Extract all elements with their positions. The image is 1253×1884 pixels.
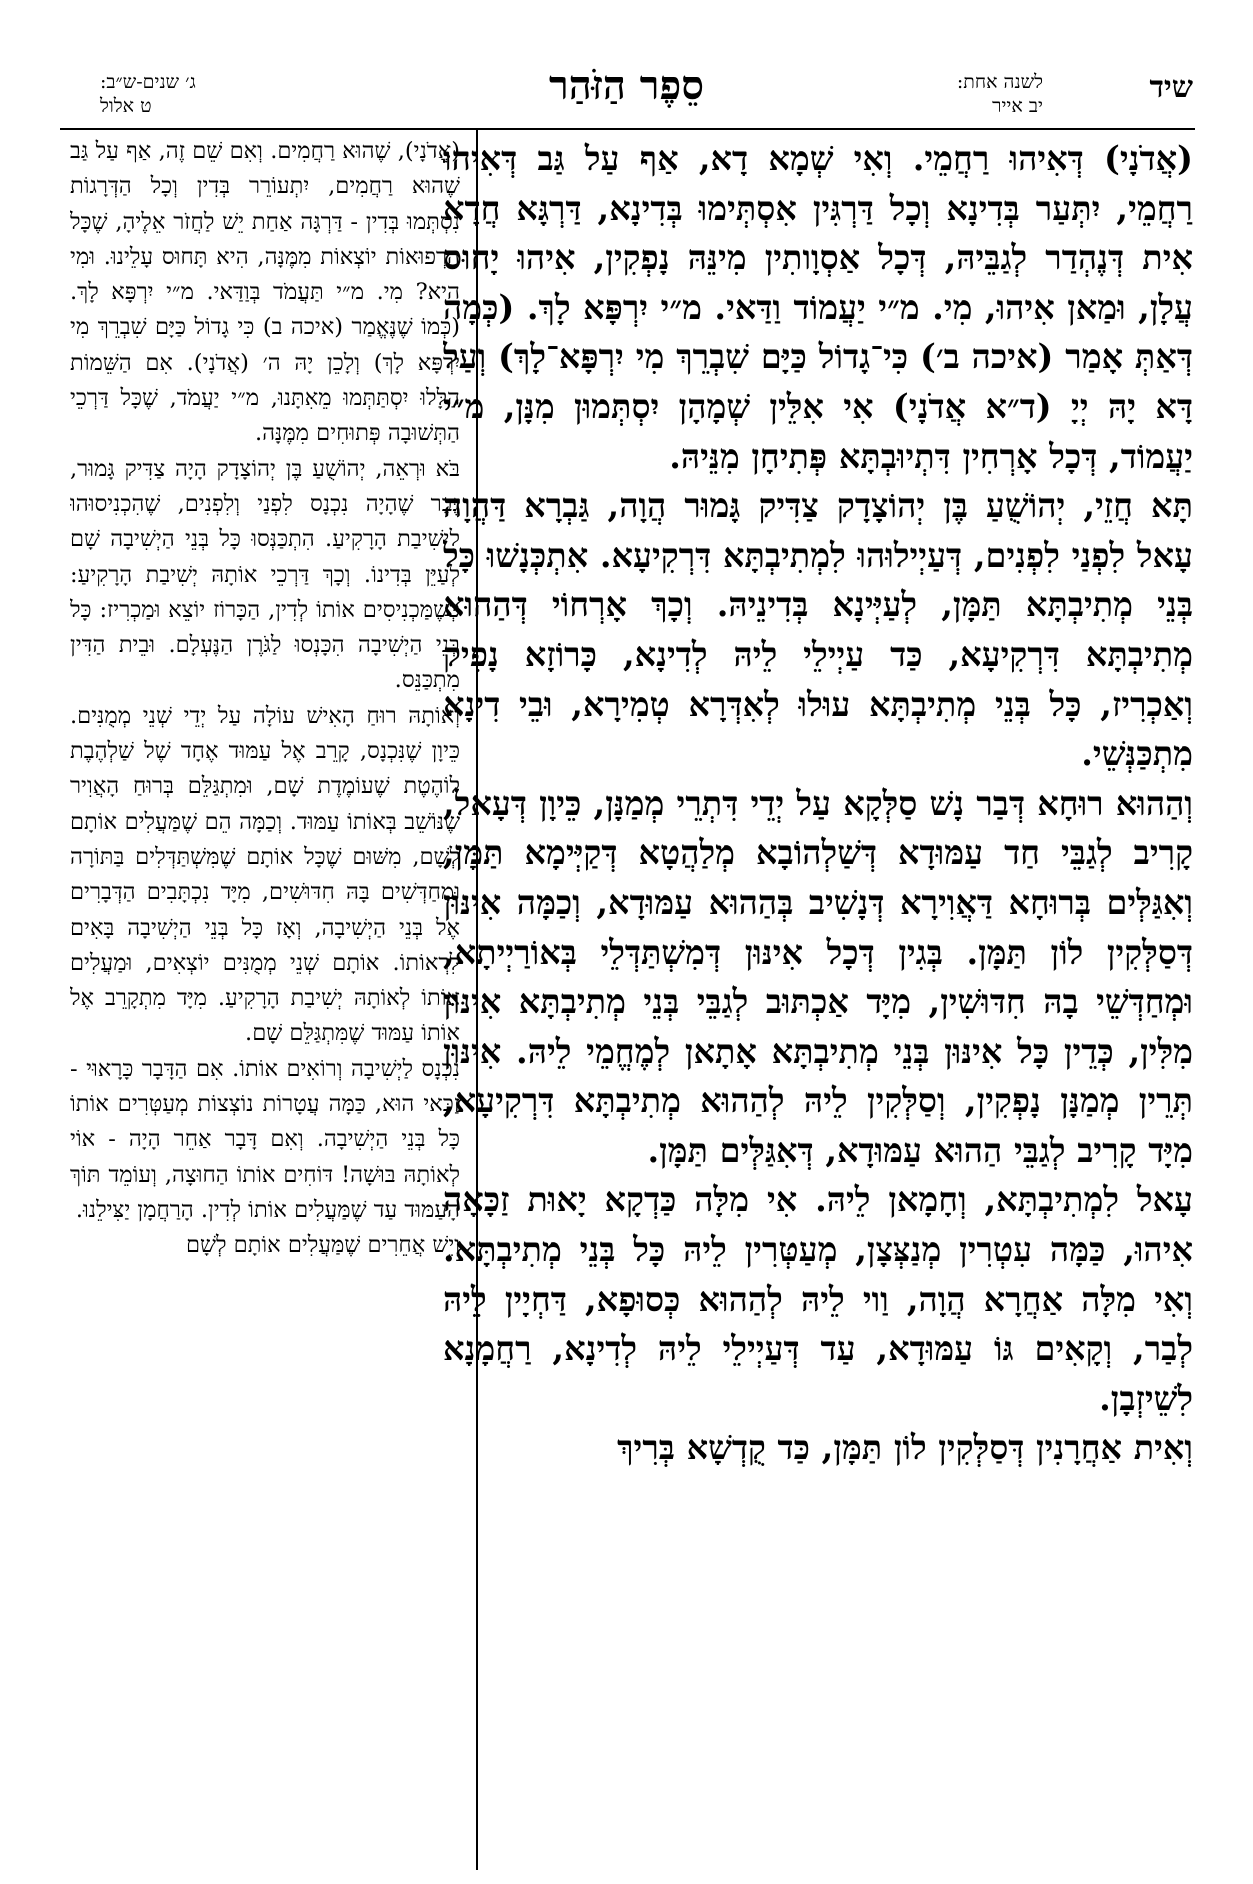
- main-text-column: [443, 134, 1193, 1869]
- translation-paragraph-3: וְאוֹתָהּ רוּחַ הָאִישׁ עוֹלָה עַל יְדֵי שְׁנֵי מְמֻנִּים. כֵּיוָן שֶׁנִּכְנָס, קָרֵב אֶל עַמּוּד אֶחָד שֶׁל שַׁלְהֶבֶת לוֹהֶטֶת שֶׁעוֹמֶדֶת שָׁם, וּמִתְגַּלֵּם בְּרוּחַ הָאֲוִיר שֶׁנּוֹשֵׁב בְּאוֹתוֹ עַמּוּד. וְכַמָּה הֵם שֶׁמַּעֲלִים אוֹתָם לְשָׁם, מִשּׁוּם שֶׁכָּל אוֹתָם שֶׁמִּשְׁתַּדְּלִים בַּתּוֹרָה וּמְחַדְּשִׁים בָּהּ חִדּוּשִׁים, מִיָּד נִכְתָּבִים הַדְּבָרִים אֶל בְּנֵי הַיְשִׁיבָה, וְאָז כָּל בְּנֵי הַיְשִׁיבָה בָּאִים לִרְאוֹתוֹ. אוֹתָם שְׁנֵי מְמֻנִּים יוֹצְאִים, וּמַעֲלִים אוֹתוֹ לְאוֹתָהּ יְשִׁיבַת הָרָקִיעַ. מִיָּד מִתְקָרֵב אֶל אוֹתוֹ עַמּוּד שֶׁמִּתְגַּלֵּם שָׁם.: [70, 702, 460, 1047]
- schedule-one-year-date: יב אייר: [992, 95, 1043, 117]
- translation-paragraph-2: בֹּא וּרְאֵה, יְהוֹשֻׁעַ בֶּן יְהוֹצָדָק הָיָה צַדִּיק גָּמוּר, גֶּבֶר שֶׁהָיָה נִכְנָס לִפְנַי וְלִפְנִים, שֶׁהִכְנִיסוּהוּ לִישִׁיבַת הָרָקִיעַ. הִתְכַּנְּסוּ כָּל בְּנֵי הַיְשִׁיבָה שָׁם לְעַיֵּן בְּדִינוֹ. וְכָךְ דַּרְכֵי אוֹתָהּ יְשִׁיבַת הָרָקִיעַ: כְּשֶׁמַּכְנִיסִים אוֹתוֹ לְדִין, הַכָּרוֹז יוֹצֵא וּמַכְרִיז: כָּל בְּנֵי הַיְשִׁיבָה הִכָּנְסוּ לַגֹּרֶן הַנֶּעְלָם. וּבֵית הַדִּין מִתְכַּנֵּס.: [70, 455, 460, 694]
- translation-paragraph-5: וְיֵשׁ אֲחֵרִים שֶׁמַּעֲלִים אוֹתָם לְשָׁם: [186, 1232, 460, 1259]
- schedule-three-years-label: ג׳ שנים-ש״ב:: [100, 71, 196, 93]
- translation-column: [70, 134, 460, 1869]
- main-paragraph-2: תָּא חֲזֵי, יְהוֹשֻׁעַ בֶּן יְהוֹצָדָק צַדִּיק גָּמוּר הֲוָה, גַּבְרָא דַּהֲוָה עָאל לִפְנַי לִפְנִים, דְּעַיְילוּהוּ לִמְתִיבְתָּא דִּרְקִיעָא. אִתְכְּנָשׁוּ כָּל בְּנֵי מְתִיבְתָּא תַּמָּן, לְעַיְּינָא בְּדִינֵיהּ. וְכָךְ אָרְחוֹי דְּהַהוּא מְתִיבְתָּא דִּרְקִיעָא, כַּד עַיְילֵי לֵיהּ לְדִינָא, כָּרוֹזָא נָפִיק וְאַכְרִיז, כָּל בְּנֵי מְתִיבְתָּא עוּלוּ לְאִדְּרָא טְמִירָא, וּבֵי דִינָא מִתְכַּנְּשֵׁי.: [443, 486, 1193, 774]
- main-paragraph-5: וְאִית אַחֲרָנִין דְּסַלְּקִין לוֹן תַּמָּן, כַּד קֻדְשָׁא בְּרִיךְ: [617, 1428, 1193, 1468]
- main-paragraph-4: עָאל לִמְתִיבְתָּא, וְחָמָאן לֵיהּ. אִי מִלָּה כַּדְקָא יָאוּת זַכָּאָה אִיהוּ, כַּמָּה עִטְרִין מְנַצְּצָן, מְעַטְּרִין לֵיהּ כָּל בְּנֵי מְתִיבְתָּא. וְאִי מִלָּה אַחֲרָא הֲוָה, וַוי לֵיהּ לְהַהוּא כְּסוּפָא, דַּחְיָין לֵיהּ לְבַר, וְקָאִים גּוֹ עַמּוּדָא, עַד דְּעַיְילֵי לֵיהּ לְדִינָא, רַחֲמָנָא לִשֵׁיזְבָן.: [443, 1180, 1193, 1418]
- schedule-three-years-date: ט אלול: [100, 95, 152, 117]
- page-number: שיד: [1149, 70, 1193, 105]
- main-paragraph-3: וְהַהוּא רוּחָא דְּבַר נָשׁ סַלְּקָא עַל יְדֵי דִּתְרֵי מְמַנָּן, כֵּיוָן דְּעָאל, קָרִיב לְגַבֵּי חַד עַמּוּדָא דְּשַׁלְהוֹבָא מְלַהֲטָא דְּקַיְּימָא תַּמָּן, וְאִגַּלְּים בְּרוּחָא דַּאֲוִירָא דְּנָשִׁיב בְּהַהוּא עַמּוּדָא, וְכַמָּה אִינּוּן דְּסַלְּקִין לוֹן תַּמָּן. בְּגִין דְּכָל אִינּוּן דְּמִשְׁתַּדְּלֵי בְּאוֹרַיְיתָא, וּמְחַדְּשֵׁי בָהּ חִדּוּשִׁין, מִיָּד אַכְתּוּב לְגַבֵּי בְּנֵי מְתִיבְתָּא אִינּוּן מִלִּין, כְּדֵין כָּל אִינּוּן בְּנֵי מְתִיבְתָּא אָתָאן לְמֶחֱמֵי לֵיהּ. אִינּוּן תְּרֵין מְמַנָּן נָפְקִין, וְסַלְּקִין לֵיהּ לְהַהוּא מְתִיבְתָּא דִּרְקִיעָא, מִיָּד קָרִיב לְגַבֵּי הַהוּא עַמּוּדָא, דְּאִגַּלְּים תַּמָּן.: [443, 783, 1193, 1170]
- main-paragraph-1: (אֲדֹנָי) דְּאִיהוּ רַחֲמֵי. וְאִי שְׁמָא דָא, אַף עַל גַּב דְּאִיהוּ רַחֲמֵי, יִתְּעַר בְּדִינָא וְכָל דַּרְגִּין אִסְתְּימוּ בְּדִינָא, דַּרְגָּא חֲדָא אִית דְּנֶהְדַר לְגַבֵּיהּ, דְּכָל אַסְוָותִין מִינֵּהּ נָפְקִין, אִיהוּ יָחוּס עֲלָן, וּמַאן אִיהוּ, מִי. מ״י יַעֲמוֹד וַדַּאי. מ״י יִרְפָּא לָךְ. (כְּמָה דְּאַתְּ אָמַר (איכה ב׳) כִּי־גָדוֹל כַּיָּם שִׁבְרֵךְ מִי יִרְפָּא־לָךְ) וְעַל דָּא יָהּ יְיָ (ד״א אֲדֹנָי) אִי אִלֵּין שְׁמָהָן יִסְתְּמוּן מִנָּן, מ״י יַעֲמוֹד, דְּכָל אָרְחִין דִּתְיוּבְתָּא פְּתִיחָן מִנֵּיהּ.: [443, 139, 1193, 476]
- column-divider: [476, 130, 478, 1870]
- header-rule: [60, 128, 1195, 130]
- book-title: סֵפֶר הַזֹּהַר: [549, 62, 704, 109]
- translation-paragraph-1: (אֲדֹנָי), שֶׁהוּא רַחֲמִים. וְאִם שֵׁם זֶה, אַף עַל גַּב שֶׁהוּא רַחֲמִים, יִתְעוֹרֵר בְּדִין וְכָל הַדְּרָגוֹת נִסְתְּמוּ בְּדִין - דַּרְגָּה אַחַת יֵשׁ לַחֲזֹר אֵלֶיהָ, שֶׁכָּל הָרְפוּאוֹת יוֹצְאוֹת מִמֶּנָּה, הִיא תָּחוּס עָלֵינוּ. וּמִי הִיא? מִי. מ״י תַּעֲמֹד בְּוַדַּאי. מ״י יִרְפָּא לָךְ. (כְּמוֹ שֶׁנֶּאֱמַר (איכה ב) כִּי גָדוֹל כַּיָּם שִׁבְרֵךְ מִי יִרְפָּא לָךְ) וְלָכֵן יָהּ ה׳ (אֲדֹנָי). אִם הַשֵּׁמוֹת הַלָּלוּ יִסְתַּתְּמוּ מֵאִתָּנוּ, מ״י יַעֲמֹד, שֶׁכָּל דַּרְכֵי הַתְּשׁוּבָה פְּתוּחִים מִמֶּנָּה.: [70, 138, 460, 447]
- translation-paragraph-4: נִכְנָס לַיְשִׁיבָה וְרוֹאִים אוֹתוֹ. אִם הַדָּבָר כָּרָאוּי - זַכַּאי הוּא, כַּמָּה עֲטָרוֹת נוֹצְצוֹת מְעַטְּרִים אוֹתוֹ כָּל בְּנֵי הַיְשִׁיבָה. וְאִם דָּבָר אַחֵר הָיָה - אוֹי לְאוֹתָהּ בּוּשָׁה! דּוֹחִים אוֹתוֹ הַחוּצָה, וְעוֹמֵד תּוֹךְ הָעַמּוּד עַד שֶׁמַּעֲלִים אוֹתוֹ לְדִין. הָרַחֲמָן יַצִּילֵנוּ.: [70, 1055, 460, 1223]
- schedule-one-year-label: לשנה אחת:: [956, 71, 1043, 93]
